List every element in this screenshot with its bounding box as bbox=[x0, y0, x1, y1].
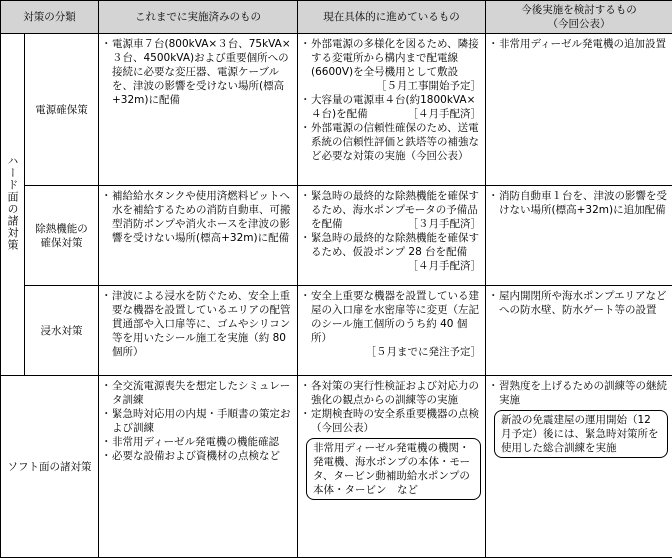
row-flood-in-progress bbox=[298, 286, 486, 376]
header-planned-line2: （今回公表） bbox=[547, 18, 611, 30]
row-flood bbox=[1, 286, 672, 376]
row-heat-done bbox=[99, 186, 298, 286]
list-item: ・ 屋内開閉所や海水ポンプエリアなどへの防水壁、防水ゲート等の設置 bbox=[490, 289, 668, 317]
header-category: 対策の分類 bbox=[1, 1, 99, 34]
row-heat-label-line1: 除熱機能の bbox=[35, 222, 88, 235]
item-note: ［４月手配済］ bbox=[407, 108, 481, 120]
item-text: 大容量の電源車４台(約1800kVA×４台)を配備 bbox=[311, 94, 476, 120]
row-power bbox=[1, 34, 672, 186]
header-done: これまでに実施済みのもの bbox=[99, 1, 298, 34]
row-heat-planned bbox=[486, 186, 672, 286]
list-item: ・ 必要な設備および資機材の点検など bbox=[103, 449, 293, 463]
row-flood-done bbox=[99, 286, 298, 376]
item-text: 緊急時の最終的な除熱機能を確保するため、仮設ポンプ 28 台を配備 bbox=[311, 232, 479, 258]
row-power-planned bbox=[486, 34, 672, 186]
list-item: ・ 緊急時対応用の内規・手順書の策定および訓練 bbox=[103, 407, 293, 435]
item-text: 外部電源の多様化を図るため、隣接する変電所から構内まで配電線(6600V)を全号機用として敷設 bbox=[311, 38, 479, 78]
list-item bbox=[302, 231, 481, 272]
row-power-in-progress bbox=[298, 34, 486, 186]
row-soft-done bbox=[99, 376, 298, 558]
row-flood-planned bbox=[486, 286, 672, 376]
header-in-progress: 現在具体的に進めているもの bbox=[298, 1, 486, 34]
item-text: 安全上重要な機器を設置している建屋の入口扉を水密扉等に変更（左記のシール施工個所のうち約 40 個所） bbox=[311, 290, 479, 344]
inspection-detail-box: 非常用ディーゼル発電機の機関・発電機、海水ポンプの本体・モータ、タービン動補助給水ポンプの本体・タービン など bbox=[306, 438, 481, 500]
group-hard bbox=[1, 34, 25, 376]
header-row bbox=[1, 1, 672, 34]
row-flood-label: 浸水対策 bbox=[25, 286, 99, 376]
list-item bbox=[302, 93, 481, 121]
list-item: ・ 全交流電源喪失を想定したシミュレータ訓練 bbox=[103, 379, 293, 407]
item-note: ［３月手配済］ bbox=[407, 218, 481, 230]
item-note: ［４月手配済］ bbox=[407, 260, 481, 272]
row-soft-planned bbox=[486, 376, 672, 558]
list-item: ・ 定期検査時の安全系重要機器の点検（今回公表） bbox=[302, 407, 481, 435]
header-planned bbox=[486, 1, 672, 34]
list-item: ・ 非常用ディーゼル発電機の機能確認 bbox=[103, 435, 293, 449]
list-item bbox=[302, 121, 481, 163]
row-heat bbox=[1, 186, 672, 286]
list-item bbox=[302, 189, 481, 231]
list-item: ・ 習熟度を上げるための訓練等の継続実施 bbox=[490, 379, 668, 407]
item-text: 外部電源の信頼性確保のため、送電系統の信頼性評価と鉄塔等の補強など必要な対策の実施（今回公表） bbox=[311, 122, 479, 162]
list-item: ・ 補給給水タンクや使用済燃料ピットへ水を補給するための消防自動車、可搬型消防ポンプや消火ホースを津波の影響を受けない場所(標高+32m)に配備 bbox=[103, 189, 293, 245]
group-soft: ソフト面の諸対策 bbox=[1, 376, 99, 558]
row-soft-in-progress bbox=[298, 376, 486, 558]
row-heat-label-line2: 確保対策 bbox=[40, 236, 83, 249]
row-heat-label bbox=[25, 186, 99, 286]
group-hard-label: ハード面の諸対策 bbox=[6, 154, 19, 251]
list-item: ・ 津波による浸水を防ぐため、安全上重要な機器を設置しているエリアの配管貫通部や入口扉等に、ゴムやシリコン等を用いたシール施工を実施（約 80 個所） bbox=[103, 289, 293, 359]
row-power-label: 電源確保策 bbox=[25, 34, 99, 186]
list-item bbox=[302, 37, 481, 93]
item-note: ［５月までに発注予定］ bbox=[365, 346, 481, 358]
list-item: ・ 電源車７台(800kVA×３台、75kVA×３台、4500kVA)および重要個所への接続に必要な変圧器、電源ケーブルを、津波の影響を受けない場所(標高+32m)に配備 bbox=[103, 37, 293, 107]
row-heat-in-progress bbox=[298, 186, 486, 286]
list-item: ・ 非常用ディーゼル発電機の追加設置 bbox=[490, 37, 668, 51]
training-detail-box: 新設の免震建屋の運用開始（12 月予定）後には、緊急時対策所を使用した総合訓練を実施 bbox=[494, 410, 668, 458]
item-text: 緊急時の最終的な除熱機能を確保するため、海水ポンプモータの予備品を配備 bbox=[311, 190, 479, 230]
row-power-done bbox=[99, 34, 298, 186]
list-item: ・ 各対策の実行性検証および対応力の強化の観点からの訓練等の実施 bbox=[302, 379, 481, 407]
list-item: ・ 消防自動車１台を、津波の影響を受けない場所(標高+32m)に追加配備 bbox=[490, 189, 668, 217]
header-planned-line1: 今後実施を検討するもの bbox=[521, 4, 637, 16]
item-note: ［５月工事開始予定］ bbox=[376, 80, 481, 92]
row-soft bbox=[1, 376, 672, 558]
list-item bbox=[302, 289, 481, 359]
